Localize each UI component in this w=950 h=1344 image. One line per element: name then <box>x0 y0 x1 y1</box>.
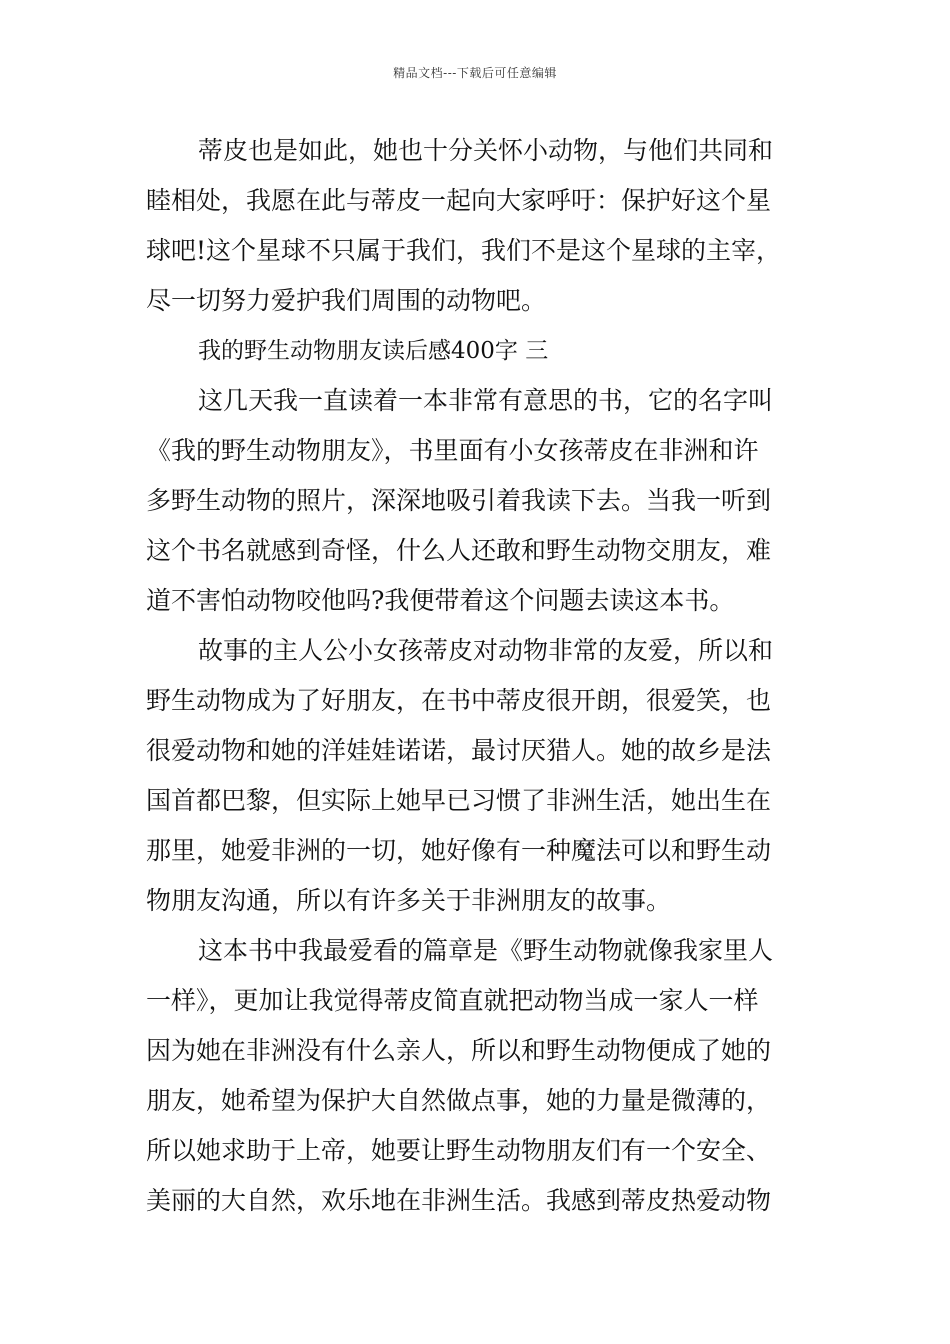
text-line: 道不害怕动物咬他吗?我便带着这个问题去读这本书。 <box>146 586 735 615</box>
text-line: 所以她求助于上帝，她要让野生动物朋友们有一个安全、 <box>146 1136 772 1165</box>
text-line: 很爱动物和她的洋娃娃诺诺，最讨厌猎人。她的故乡是法 <box>146 736 772 765</box>
text-line: 野生动物成为了好朋友，在书中蒂皮很开朗，很爱笑，也 <box>146 686 772 715</box>
text-line: 《我的野生动物朋友》，书里面有小女孩蒂皮在非洲和许 <box>146 436 759 465</box>
text-line: 这几天我一直读着一本非常有意思的书，它的名字叫 <box>198 386 774 415</box>
text-line: 一样》，更加让我觉得蒂皮简直就把动物当成一家人一样 <box>146 986 759 1015</box>
text-line: 睦相处，我愿在此与蒂皮一起向大家呼吁：保护好这个星 <box>146 186 772 215</box>
text-line: 因为她在非洲没有什么亲人，所以和野生动物便成了她的 <box>146 1036 772 1065</box>
text-line: 蒂皮也是如此，她也十分关怀小动物，与他们共同和 <box>198 136 774 165</box>
text-line: 尽一切努力爱护我们周围的动物吧。 <box>146 286 547 315</box>
text-line: 球吧!这个星球不只属于我们，我们不是这个星球的主宰， <box>146 236 782 265</box>
text-line: 这本书中我最爱看的篇章是《野生动物就像我家里人 <box>198 936 774 965</box>
text-line: 这个书名就感到奇怪，什么人还敢和野生动物交朋友，难 <box>146 536 772 565</box>
text-line: 那里，她爱非洲的一切，她好像有一种魔法可以和野生动 <box>146 836 772 865</box>
section-heading: 我的野生动物朋友读后感400字 三 <box>198 338 549 364</box>
text-line: 多野生动物的照片，深深地吸引着我读下去。当我一听到 <box>146 486 772 515</box>
text-line: 故事的主人公小女孩蒂皮对动物非常的友爱，所以和 <box>198 636 774 665</box>
text-line: 朋友，她希望为保护大自然做点事，她的力量是微薄的， <box>146 1086 772 1115</box>
text-line: 美丽的大自然，欢乐地在非洲生活。我感到蒂皮热爱动物 <box>146 1186 772 1215</box>
document-body <box>146 126 806 1226</box>
text-line: 国首都巴黎，但实际上她早已习惯了非洲生活，她出生在 <box>146 786 772 815</box>
page-header: 精品文档---下载后可任意编辑 <box>393 66 557 80</box>
text-line: 物朋友沟通，所以有许多关于非洲朋友的故事。 <box>146 886 672 915</box>
